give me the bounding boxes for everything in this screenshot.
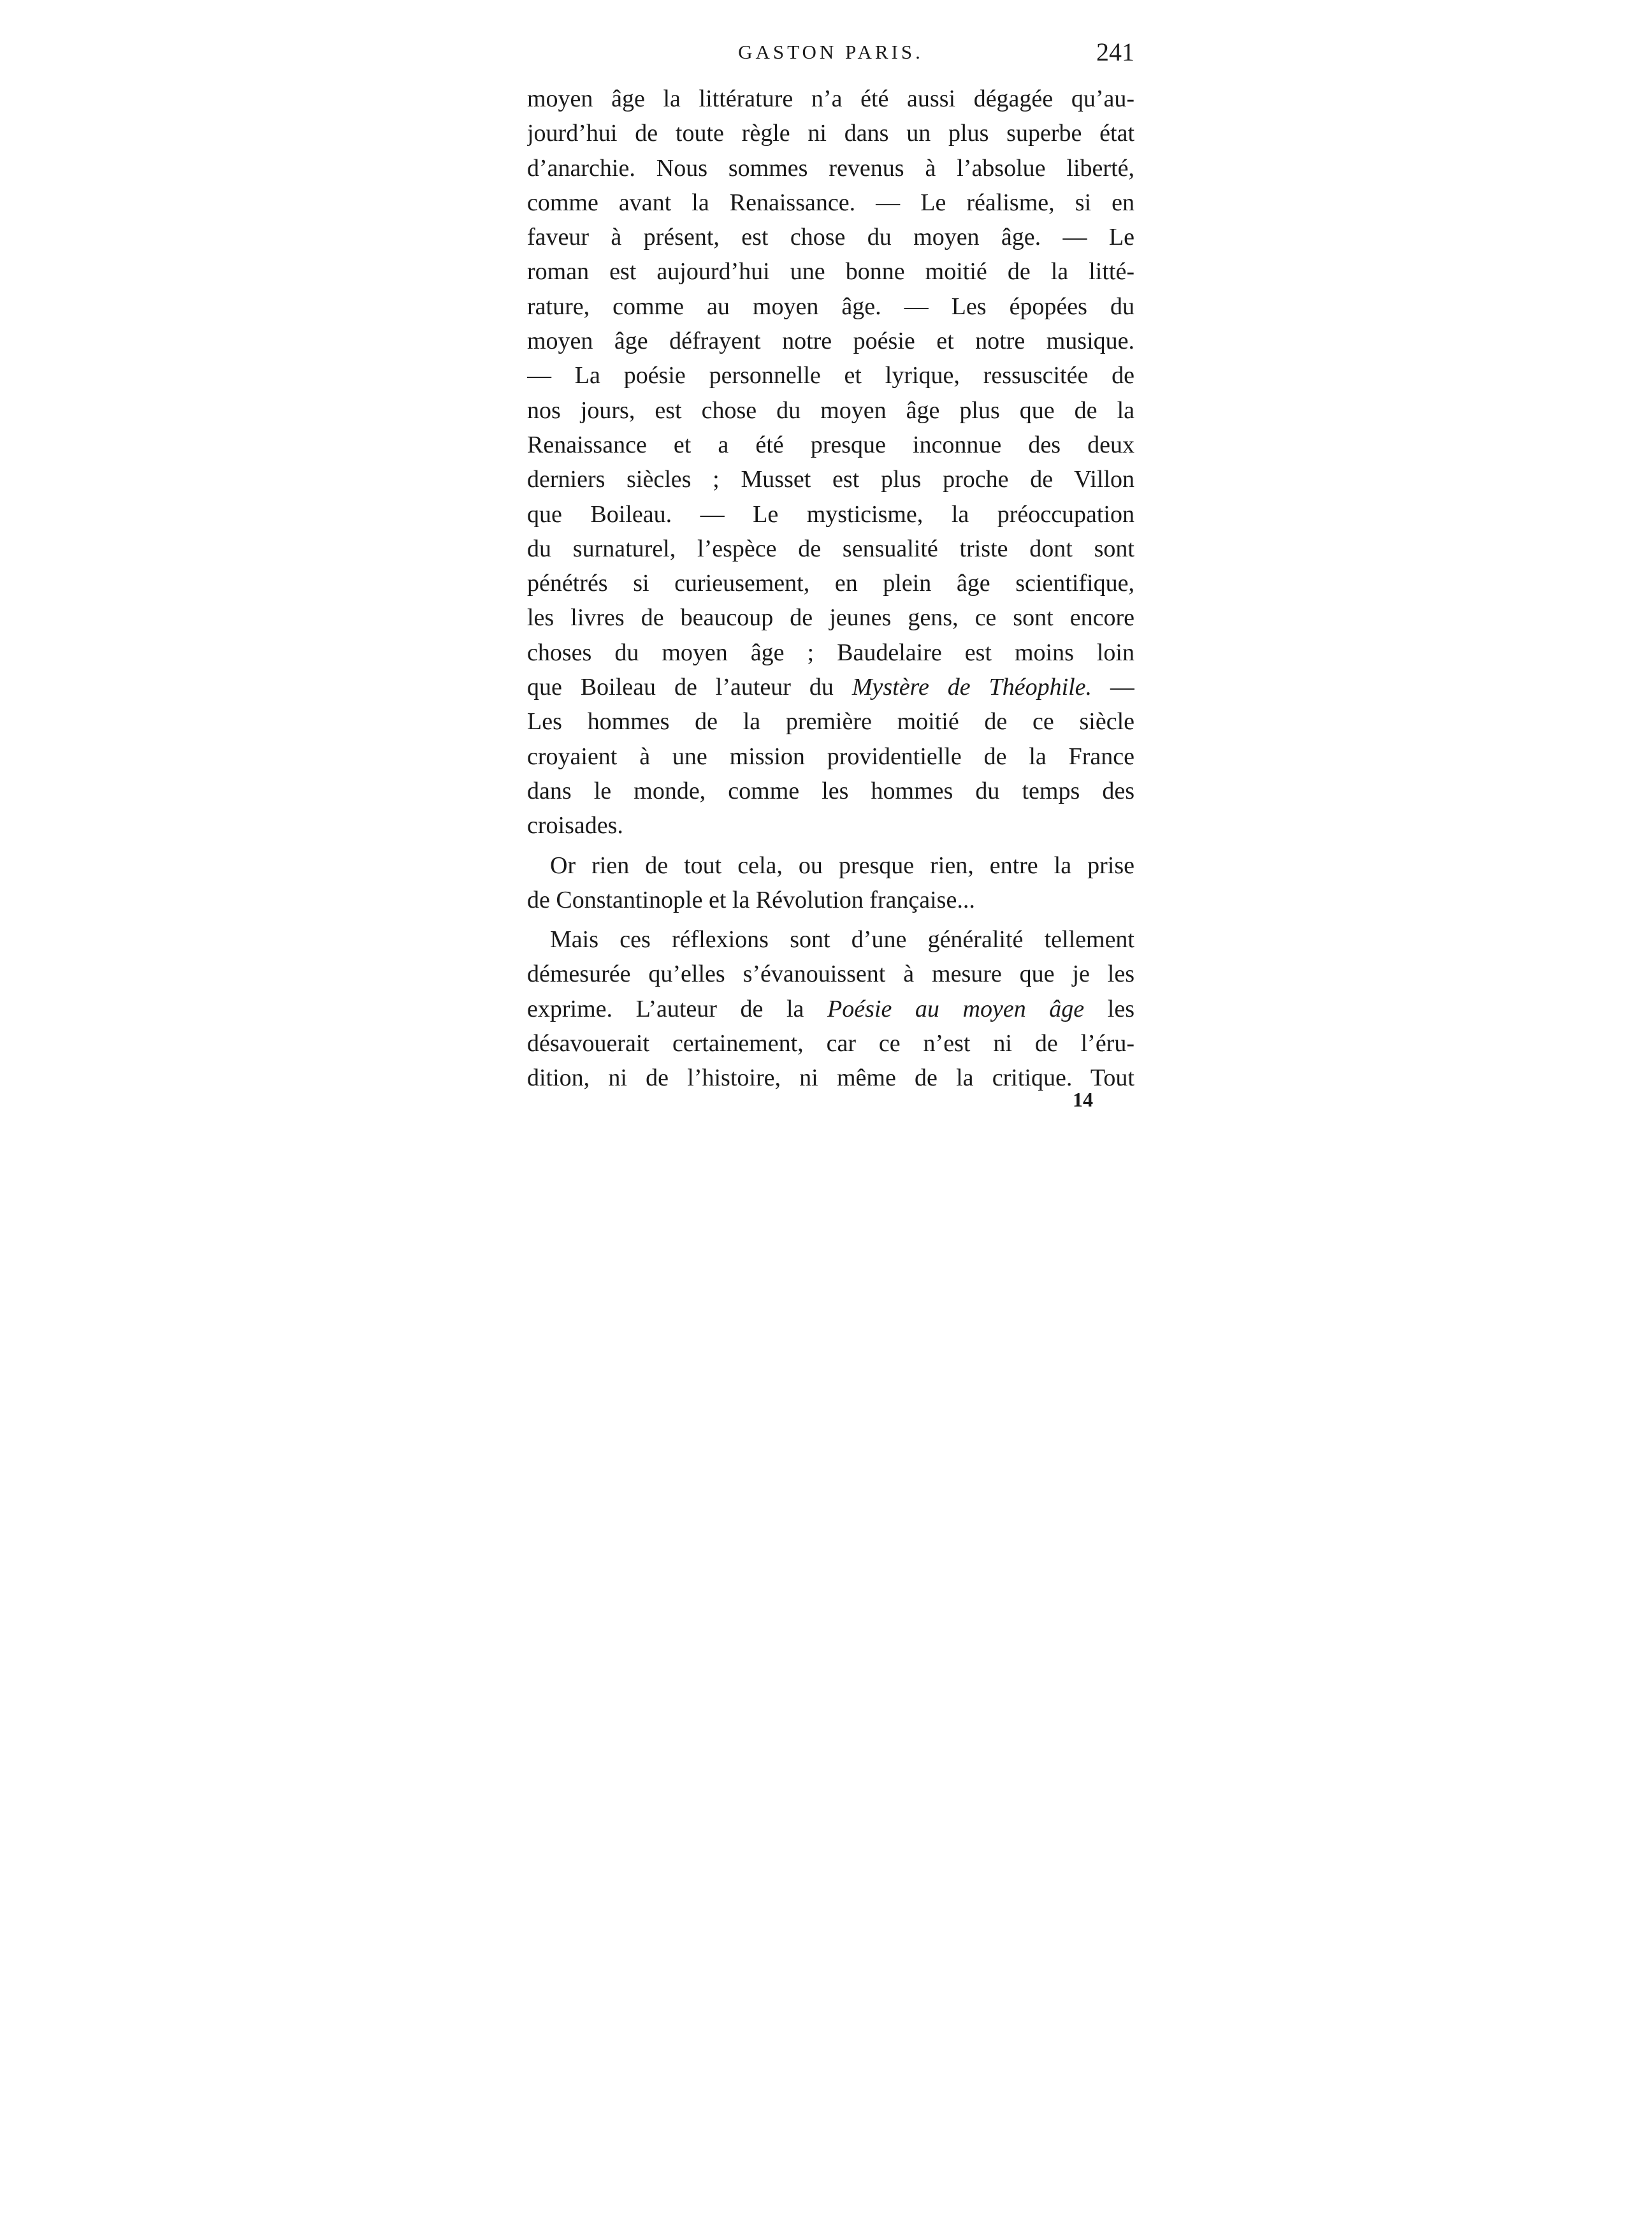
page-number: 241 (1096, 38, 1134, 66)
body-text (527, 82, 1134, 1096)
text-line: du surnaturel, l’espèce de sensualité triste dont sont (527, 535, 1134, 562)
text-line-with-title (527, 670, 1134, 704)
work-title: Mystère de Théophile. (851, 674, 1092, 701)
text-line: Or rien de tout cela, ou presque rien, entre la prise (550, 852, 1134, 879)
text-line: faveur à présent, est chose du moyen âge. — Le (527, 224, 1134, 251)
text-line: croisades. (527, 812, 623, 839)
text-line: que Boileau. — Le mysticisme, la préoccupation (527, 500, 1134, 528)
text-line: moyen âge la littérature n’a été aussi dégagée qu’au- (527, 85, 1134, 112)
text-line: d’anarchie. Nous sommes revenus à l’absolue liberté, (527, 154, 1134, 182)
text-line: Mais ces réflexions sont d’une généralité tellement (550, 926, 1134, 954)
work-title: Poésie au moyen âge (827, 995, 1085, 1022)
line-end: — (1092, 674, 1134, 701)
line-start: que Boileau de l’auteur du (527, 674, 852, 701)
text-line: — La poésie personnelle et lyrique, ressuscitée de (527, 362, 1134, 389)
text-line: choses du moyen âge ; Baudelaire est moins loin (527, 639, 1134, 666)
text-line: roman est aujourd’hui une bonne moitié de la litté- (527, 258, 1134, 286)
line-end: les (1084, 995, 1134, 1022)
text-line: de Constantinople et la Révolution française... (527, 886, 975, 913)
text-line: Les hommes de la première moitié de ce siècle (527, 708, 1134, 736)
text-line: dition, ni de l’histoire, ni même de la critique. Tout (527, 1064, 1134, 1092)
text-line: désavouerait certainement, car ce n’est ni de l’éru- (527, 1030, 1134, 1057)
text-line: dans le monde, comme les hommes du temps des (527, 777, 1134, 804)
text-line-with-title (527, 992, 1134, 1026)
text-line: rature, comme au moyen âge. — Les épopées du (527, 293, 1134, 320)
text-line: nos jours, est chose du moyen âge plus que de la (527, 396, 1134, 424)
text-line: comme avant la Renaissance. — Le réalisme, si en (527, 189, 1134, 216)
text-line: jourd’hui de toute règle ni dans un plus superbe état (527, 120, 1134, 147)
running-title: GASTON PARIS. (738, 41, 924, 63)
text-line: démesurée qu’elles s’évanouissent à mesure que je les (527, 961, 1134, 988)
text-line: les livres de beaucoup de jeunes gens, ce sont encore (527, 604, 1134, 632)
paragraph-gap (527, 917, 1134, 922)
text-line: croyaient à une mission providentielle de la France (527, 743, 1134, 770)
paragraph-gap (527, 843, 1134, 848)
signature-mark: 14 (1073, 1088, 1093, 1111)
text-line: pénétrés si curieusement, en plein âge scientifique, (527, 570, 1134, 597)
running-head (527, 33, 1134, 71)
text-line: derniers siècles ; Musset est plus proche de Villon (527, 466, 1134, 493)
line-start: exprime. L’auteur de la (527, 995, 828, 1022)
text-line: Renaissance et a été presque inconnue des deux (527, 431, 1134, 458)
text-line: moyen âge défrayent notre poésie et notre musique. (527, 328, 1134, 355)
